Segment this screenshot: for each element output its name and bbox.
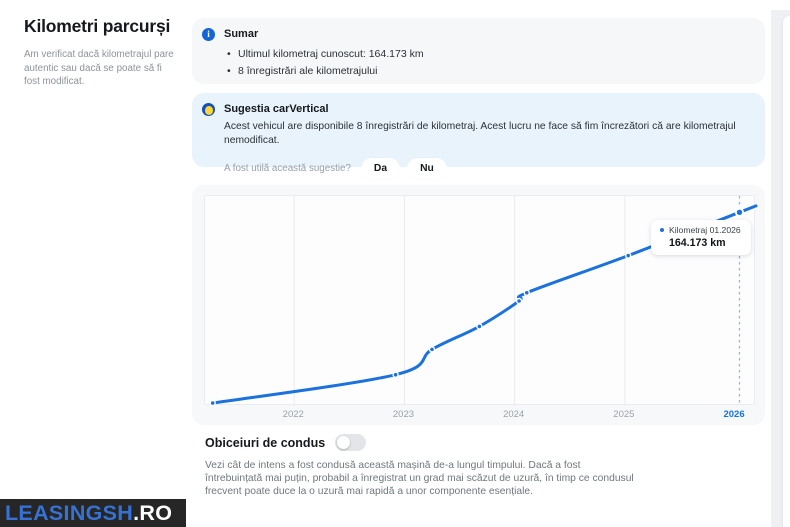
x-axis-label: 2023 bbox=[392, 409, 415, 420]
page-description: Am verificat dacă kilometrajul pare autentic sau dacă se poate să fi fost modificat. bbox=[24, 49, 174, 87]
summary-card bbox=[192, 18, 765, 84]
summary-item-last-mileage: • Ultimul kilometraj cunoscut: 164.173 km bbox=[224, 46, 424, 63]
toggle-knob bbox=[337, 436, 350, 449]
data-point-marker[interactable] bbox=[736, 209, 743, 216]
x-axis-label: 2025 bbox=[613, 409, 635, 420]
watermark-logo bbox=[0, 499, 186, 527]
data-point-marker[interactable] bbox=[393, 372, 398, 377]
feedback-question: A fost utilă această sugestie? bbox=[224, 163, 351, 174]
data-point-marker[interactable] bbox=[210, 401, 215, 406]
tooltip-series-dot-icon bbox=[660, 228, 664, 232]
tooltip-value: 164.173 km bbox=[669, 237, 726, 249]
x-axis-label: 2022 bbox=[282, 409, 304, 420]
mileage-chart-plot[interactable] bbox=[204, 195, 755, 405]
next-page-edge bbox=[783, 16, 790, 527]
feedback-no-button[interactable]: Nu bbox=[407, 158, 447, 179]
feedback-yes-button[interactable]: Da bbox=[361, 158, 400, 179]
driving-habits-toggle[interactable] bbox=[335, 434, 366, 451]
driving-habits-title: Obiceiuri de condus bbox=[205, 435, 326, 450]
summary-title: Sumar bbox=[224, 28, 259, 40]
x-axis bbox=[204, 409, 755, 423]
carvertical-logo-icon bbox=[202, 103, 215, 116]
chart-tooltip bbox=[651, 220, 751, 255]
data-point-marker[interactable] bbox=[524, 290, 529, 295]
data-point-marker[interactable] bbox=[517, 299, 522, 304]
watermark-brand: LEASINGSH bbox=[5, 500, 134, 525]
summary-item-record-count: • 8 înregistrări ale kilometrajului bbox=[224, 63, 424, 80]
driving-habits-section bbox=[205, 434, 635, 499]
page-title: Kilometri parcurși bbox=[24, 16, 171, 36]
watermark-suffix: .RO bbox=[133, 500, 173, 525]
suggestion-title: Sugestia carVertical bbox=[224, 103, 329, 115]
data-point-marker[interactable] bbox=[430, 347, 435, 352]
data-point-marker[interactable] bbox=[626, 253, 631, 258]
summary-list bbox=[224, 46, 424, 79]
section-intro bbox=[24, 16, 176, 89]
suggestion-card bbox=[192, 93, 765, 174]
mileage-chart-card bbox=[192, 185, 765, 425]
suggestion-body: Acest vehicul are disponibile 8 înregistrări de kilometraj. Acest lucru ne face să fim încrezători că are kilometrajul nemodificat. bbox=[224, 121, 736, 146]
data-point-marker[interactable] bbox=[477, 324, 482, 329]
tooltip-label: Kilometraj 01.2026 bbox=[669, 225, 741, 235]
info-icon: i bbox=[202, 28, 215, 41]
driving-habits-description: Vezi cât de intens a fost condusă această mașină de-a lungul timpului. Dacă a fost întrebuințată mai puțin, probabil a înregistrat un grad mai scăzut de uzură, în timp ce condusul frecvent poate duce la o uzură mai rapidă a unor componente esențiale. bbox=[205, 460, 634, 498]
x-axis-label: 2024 bbox=[503, 409, 525, 420]
x-axis-label[interactable]: 2026 bbox=[723, 409, 745, 420]
